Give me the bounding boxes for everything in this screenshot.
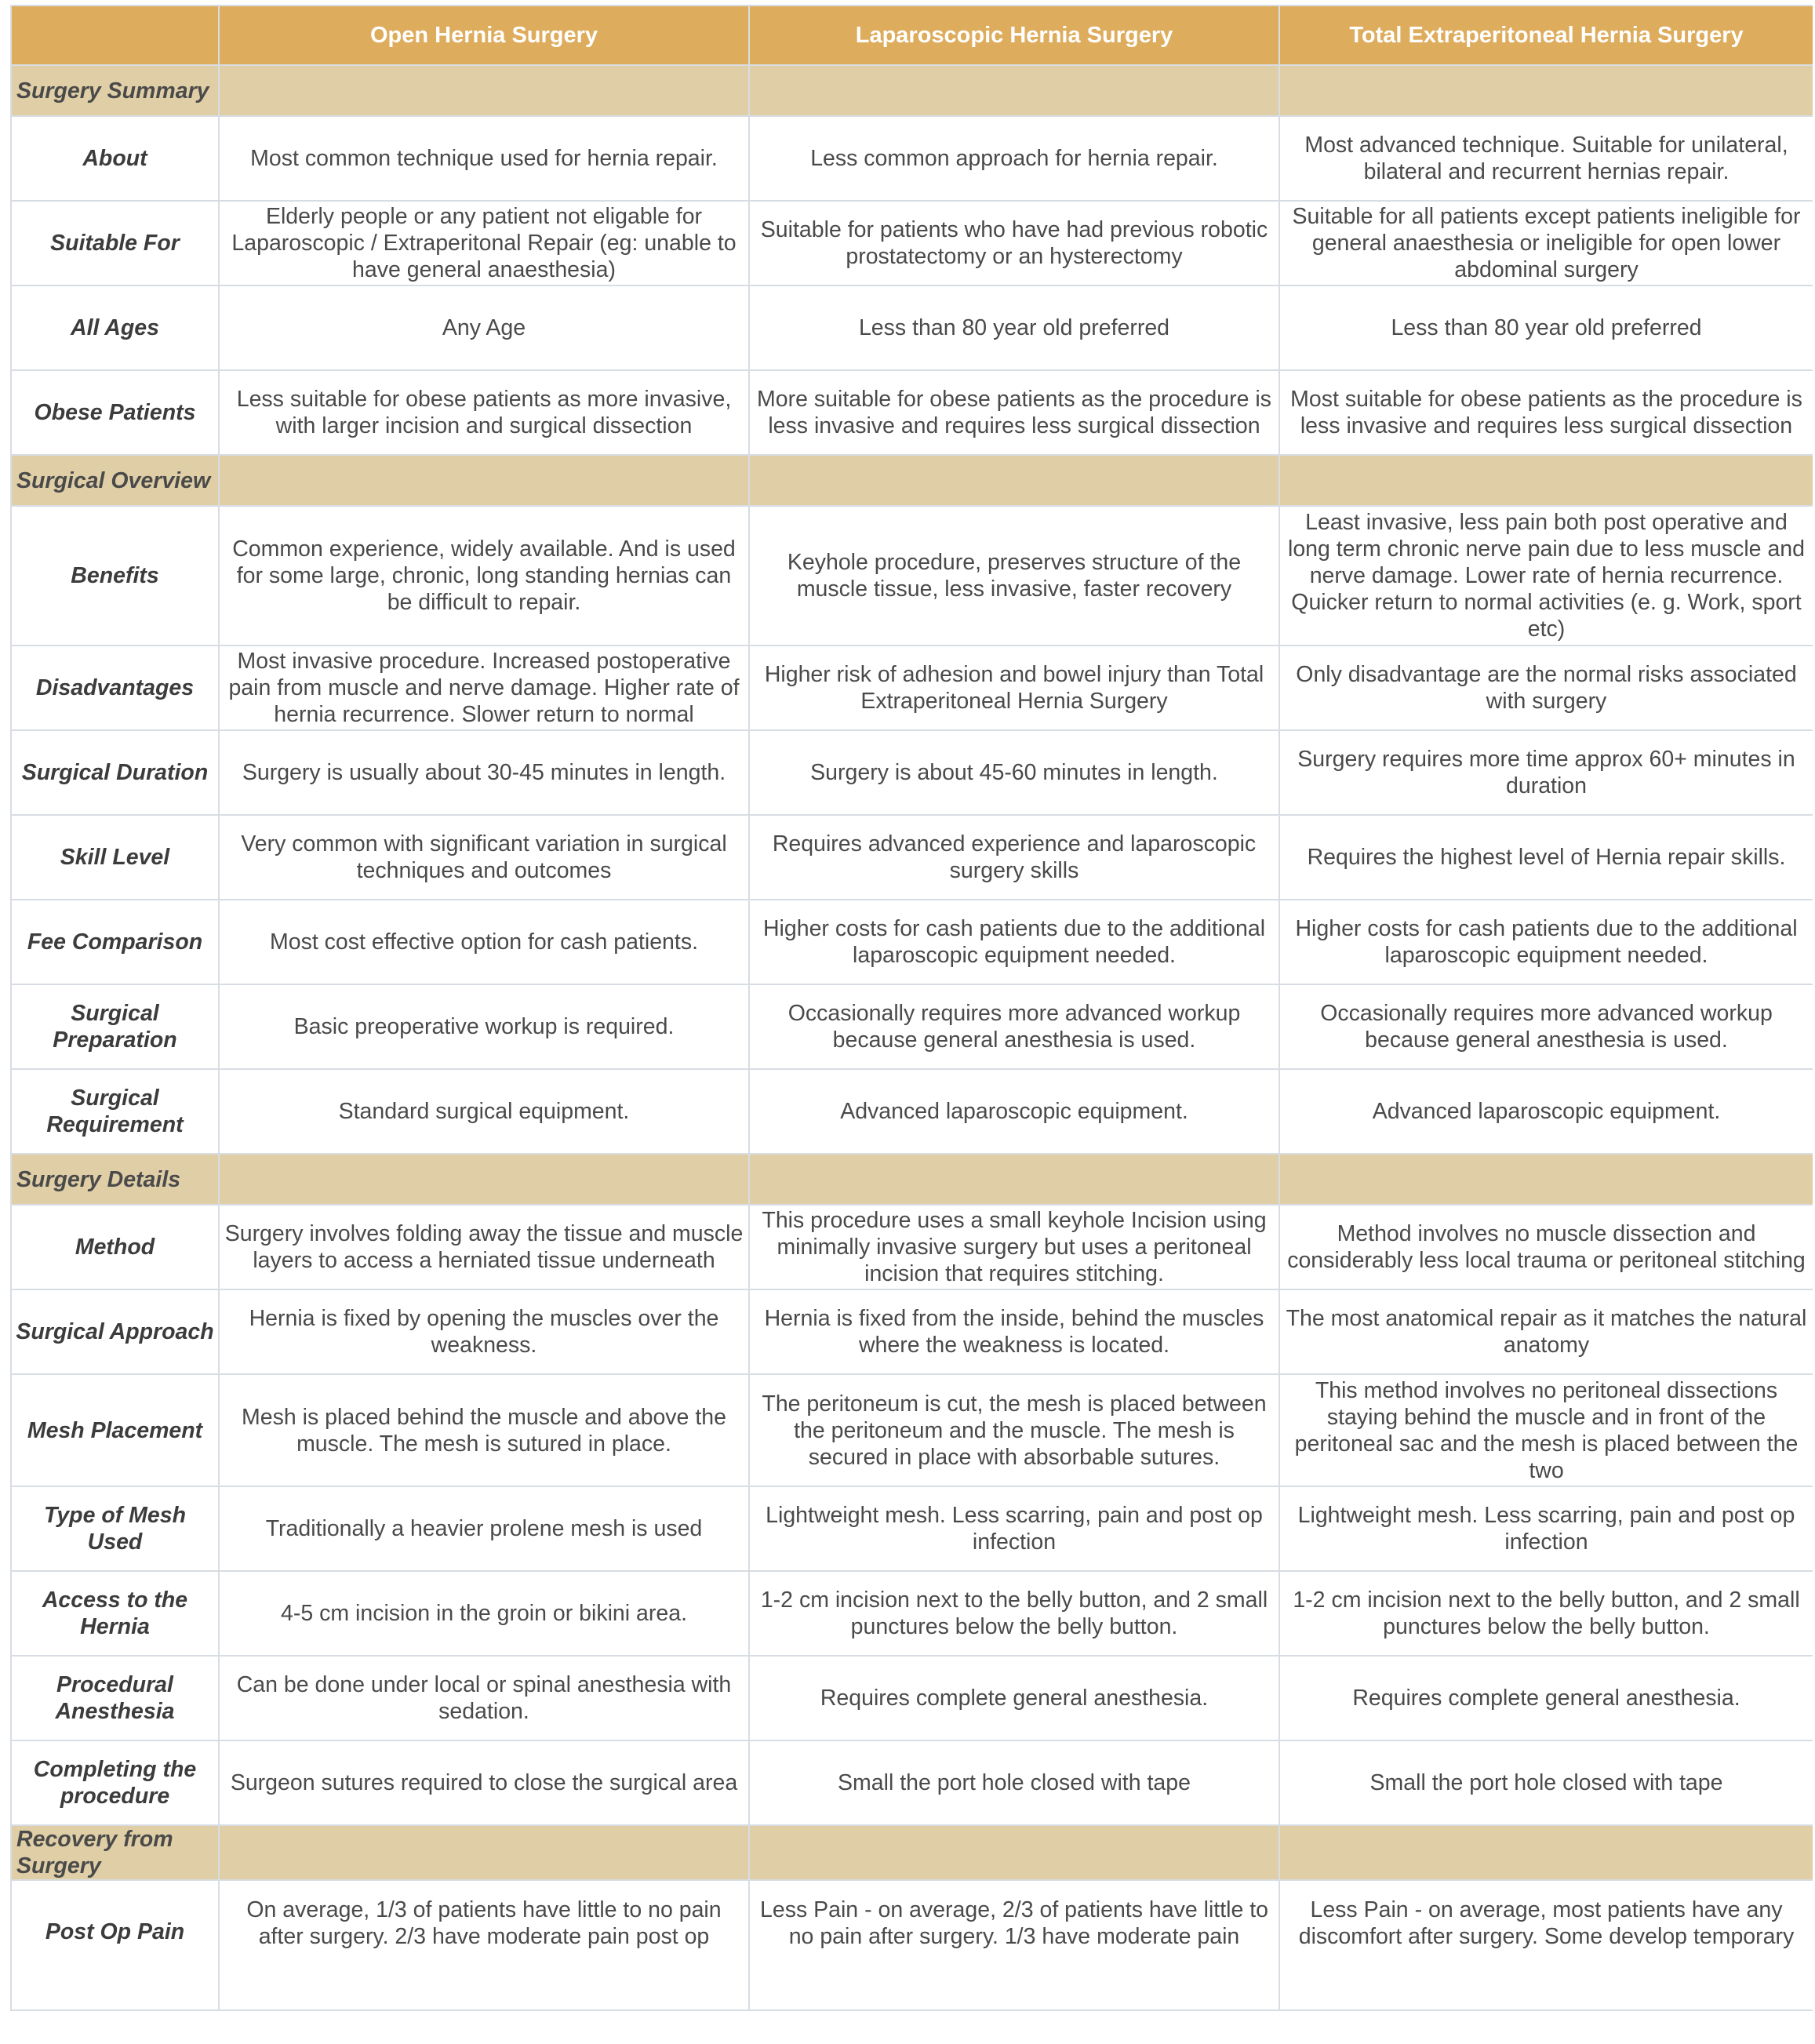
comparison-table-container (10, 5, 1813, 2044)
table-cell: Surgery involves folding away the tissue and muscle layers to access a herniated tissue underneath (219, 1205, 749, 1289)
table-row (11, 1656, 1813, 1740)
row-label: Skill Level (11, 815, 219, 900)
table-cell: Less common approach for hernia repair. (749, 116, 1279, 201)
table-cell: Method involves no muscle dissection and considerably less local trauma or peritoneal stitching (1279, 1205, 1813, 1289)
table-row (11, 1880, 1813, 2010)
section-header-row (11, 1154, 1813, 1205)
table-row (11, 1069, 1813, 1154)
section-header-row (11, 65, 1813, 116)
table-cell: This method involves no peritoneal dissections staying behind the muscle and in front of the peritoneal sac and the mesh is placed between the two (1279, 1374, 1813, 1486)
row-label: Fee Comparison (11, 900, 219, 984)
table-row (11, 1740, 1813, 1825)
table-cell: Suitable for patients who have had previous robotic prostatectomy or an hysterectomy (749, 201, 1279, 286)
table-cell: Standard surgical equipment. (219, 1069, 749, 1154)
table-row (11, 900, 1813, 984)
table-cell: Traditionally a heavier prolene mesh is used (219, 1486, 749, 1571)
row-label: Procedural Anesthesia (11, 1656, 219, 1740)
table-cell: Higher costs for cash patients due to the additional laparoscopic equipment needed. (749, 900, 1279, 984)
table-row (11, 116, 1813, 201)
table-cell: This procedure uses a small keyhole Incision using minimally invasive surgery but uses a peritoneal incision that requires stitching. (749, 1205, 1279, 1289)
table-cell: Most invasive procedure. Increased postoperative pain from muscle and nerve damage. Higher rate of hernia recurrence. Slower return to normal (219, 646, 749, 730)
row-label: Mesh Placement (11, 1374, 219, 1486)
table-cell: Advanced laparoscopic equipment. (749, 1069, 1279, 1154)
table-cell: Basic preoperative workup is required. (219, 984, 749, 1069)
table-row (11, 1374, 1813, 1486)
table-cell: Elderly people or any patient not eligable for Laparoscopic / Extraperitonal Repair (eg: unable to have general anaesthesia) (219, 201, 749, 286)
table-cell: Only disadvantage are the normal risks associated with surgery (1279, 646, 1813, 730)
table-cell: Advanced laparoscopic equipment. (1279, 1069, 1813, 1154)
section-filler-cell (219, 65, 749, 116)
row-label: About (11, 116, 219, 201)
table-cell: Lightweight mesh. Less scarring, pain and post op infection (749, 1486, 1279, 1571)
table-cell: More suitable for obese patients as the procedure is less invasive and requires less surgical dissection (749, 370, 1279, 455)
table-row (11, 506, 1813, 646)
row-label: Access to the Hernia (11, 1571, 219, 1656)
table-cell: Least invasive, less pain both post operative and long term chronic nerve pain due to less muscle and nerve damage. Lower rate of hernia recurrence. Quicker return to normal activities (e. g. Work, sport etc) (1279, 506, 1813, 646)
table-cell: Any Age (219, 286, 749, 370)
row-label: Disadvantages (11, 646, 219, 730)
table-cell: Keyhole procedure, preserves structure of the muscle tissue, less invasive, faster recovery (749, 506, 1279, 646)
table-row (11, 1571, 1813, 1656)
table-cell: Small the port hole closed with tape (749, 1740, 1279, 1825)
header-row (11, 5, 1813, 65)
table-cell: Surgery requires more time approx 60+ minutes in duration (1279, 730, 1813, 815)
table-cell: Less suitable for obese patients as more invasive, with larger incision and surgical dissection (219, 370, 749, 455)
section-header-row (11, 1825, 1813, 1880)
table-cell: 1-2 cm incision next to the belly button, and 2 small punctures below the belly button. (749, 1571, 1279, 1656)
table-row (11, 286, 1813, 370)
hernia-surgery-comparison-table (10, 5, 1813, 2011)
section-title: Surgery Summary (11, 65, 219, 116)
table-cell: Less than 80 year old preferred (749, 286, 1279, 370)
table-cell: Hernia is fixed by opening the muscles over the weakness. (219, 1289, 749, 1374)
header-laparoscopic-surgery: Laparoscopic Hernia Surgery (749, 5, 1279, 65)
table-cell: 4-5 cm incision in the groin or bikini area. (219, 1571, 749, 1656)
header-corner-cell (11, 5, 219, 65)
table-cell: Most suitable for obese patients as the procedure is less invasive and requires less surgical dissection (1279, 370, 1813, 455)
row-label: Surgical Requirement (11, 1069, 219, 1154)
table-cell: Requires complete general anesthesia. (749, 1656, 1279, 1740)
row-label: All Ages (11, 286, 219, 370)
table-row (11, 1205, 1813, 1289)
table-cell: Suitable for all patients except patients ineligible for general anaesthesia or ineligible for open lower abdominal surgery (1279, 201, 1813, 286)
table-cell: Occasionally requires more advanced workup because general anesthesia is used. (749, 984, 1279, 1069)
table-cell: Requires the highest level of Hernia repair skills. (1279, 815, 1813, 900)
table-cell: Hernia is fixed from the inside, behind the muscles where the weakness is located. (749, 1289, 1279, 1374)
section-filler-cell (219, 1825, 749, 1880)
section-filler-cell (749, 455, 1279, 506)
section-filler-cell (219, 1154, 749, 1205)
table-cell: Surgery is usually about 30-45 minutes in length. (219, 730, 749, 815)
row-label: Post Op Pain (11, 1880, 219, 2010)
section-filler-cell (749, 65, 1279, 116)
table-row (11, 370, 1813, 455)
row-label: Surgical Duration (11, 730, 219, 815)
table-cell: Common experience, widely available. And is used for some large, chronic, long standing hernias can be difficult to repair. (219, 506, 749, 646)
table-cell: On average, 1/3 of patients have little to no pain after surgery. 2/3 have moderate pain post op (219, 1880, 749, 2010)
table-row (11, 730, 1813, 815)
table-row (11, 201, 1813, 286)
table-cell: Most cost effective option for cash patients. (219, 900, 749, 984)
table-cell: Can be done under local or spinal anesthesia with sedation. (219, 1656, 749, 1740)
table-row (11, 984, 1813, 1069)
table-row (11, 1486, 1813, 1571)
table-cell: The most anatomical repair as it matches the natural anatomy (1279, 1289, 1813, 1374)
header-open-surgery: Open Hernia Surgery (219, 5, 749, 65)
header-extraperitoneal-surgery: Total Extraperitoneal Hernia Surgery (1279, 5, 1813, 65)
table-cell: Surgery is about 45-60 minutes in length. (749, 730, 1279, 815)
table-cell: Less than 80 year old preferred (1279, 286, 1813, 370)
section-filler-cell (749, 1154, 1279, 1205)
table-cell: Requires complete general anesthesia. (1279, 1656, 1813, 1740)
section-filler-cell (1279, 455, 1813, 506)
row-label: Completing the procedure (11, 1740, 219, 1825)
table-cell: Less Pain - on average, 2/3 of patients have little to no pain after surgery. 1/3 have moderate pain (749, 1880, 1279, 2010)
row-label: Method (11, 1205, 219, 1289)
table-row (11, 1289, 1813, 1374)
table-row (11, 646, 1813, 730)
section-title: Recovery from Surgery (11, 1825, 219, 1880)
row-label: Surgical Approach (11, 1289, 219, 1374)
table-cell: Less Pain - on average, most patients have any discomfort after surgery. Some develop temporary (1279, 1880, 1813, 2010)
table-cell: Very common with significant variation in surgical techniques and outcomes (219, 815, 749, 900)
table-cell: The peritoneum is cut, the mesh is placed between the peritoneum and the muscle. The mesh is secured in place with absorbable sutures. (749, 1374, 1279, 1486)
table-cell: Higher risk of adhesion and bowel injury than Total Extraperitoneal Hernia Surgery (749, 646, 1279, 730)
section-title: Surgery Details (11, 1154, 219, 1205)
row-label: Benefits (11, 506, 219, 646)
table-cell: Higher costs for cash patients due to the additional laparoscopic equipment needed. (1279, 900, 1813, 984)
section-title: Surgical Overview (11, 455, 219, 506)
table-cell: Most advanced technique. Suitable for unilateral, bilateral and recurrent hernias repair. (1279, 116, 1813, 201)
row-label: Suitable For (11, 201, 219, 286)
section-filler-cell (749, 1825, 1279, 1880)
table-cell: 1-2 cm incision next to the belly button, and 2 small punctures below the belly button. (1279, 1571, 1813, 1656)
table-row (11, 815, 1813, 900)
section-filler-cell (1279, 65, 1813, 116)
section-header-row (11, 455, 1813, 506)
section-filler-cell (1279, 1825, 1813, 1880)
row-label: Surgical Preparation (11, 984, 219, 1069)
row-label: Obese Patients (11, 370, 219, 455)
row-label: Type of Mesh Used (11, 1486, 219, 1571)
table-cell: Mesh is placed behind the muscle and above the muscle. The mesh is sutured in place. (219, 1374, 749, 1486)
table-cell: Lightweight mesh. Less scarring, pain and post op infection (1279, 1486, 1813, 1571)
table-cell: Small the port hole closed with tape (1279, 1740, 1813, 1825)
table-cell: Most common technique used for hernia repair. (219, 116, 749, 201)
table-cell: Surgeon sutures required to close the surgical area (219, 1740, 749, 1825)
section-filler-cell (219, 455, 749, 506)
table-cell: Requires advanced experience and laparoscopic surgery skills (749, 815, 1279, 900)
section-filler-cell (1279, 1154, 1813, 1205)
table-cell: Occasionally requires more advanced workup because general anesthesia is used. (1279, 984, 1813, 1069)
